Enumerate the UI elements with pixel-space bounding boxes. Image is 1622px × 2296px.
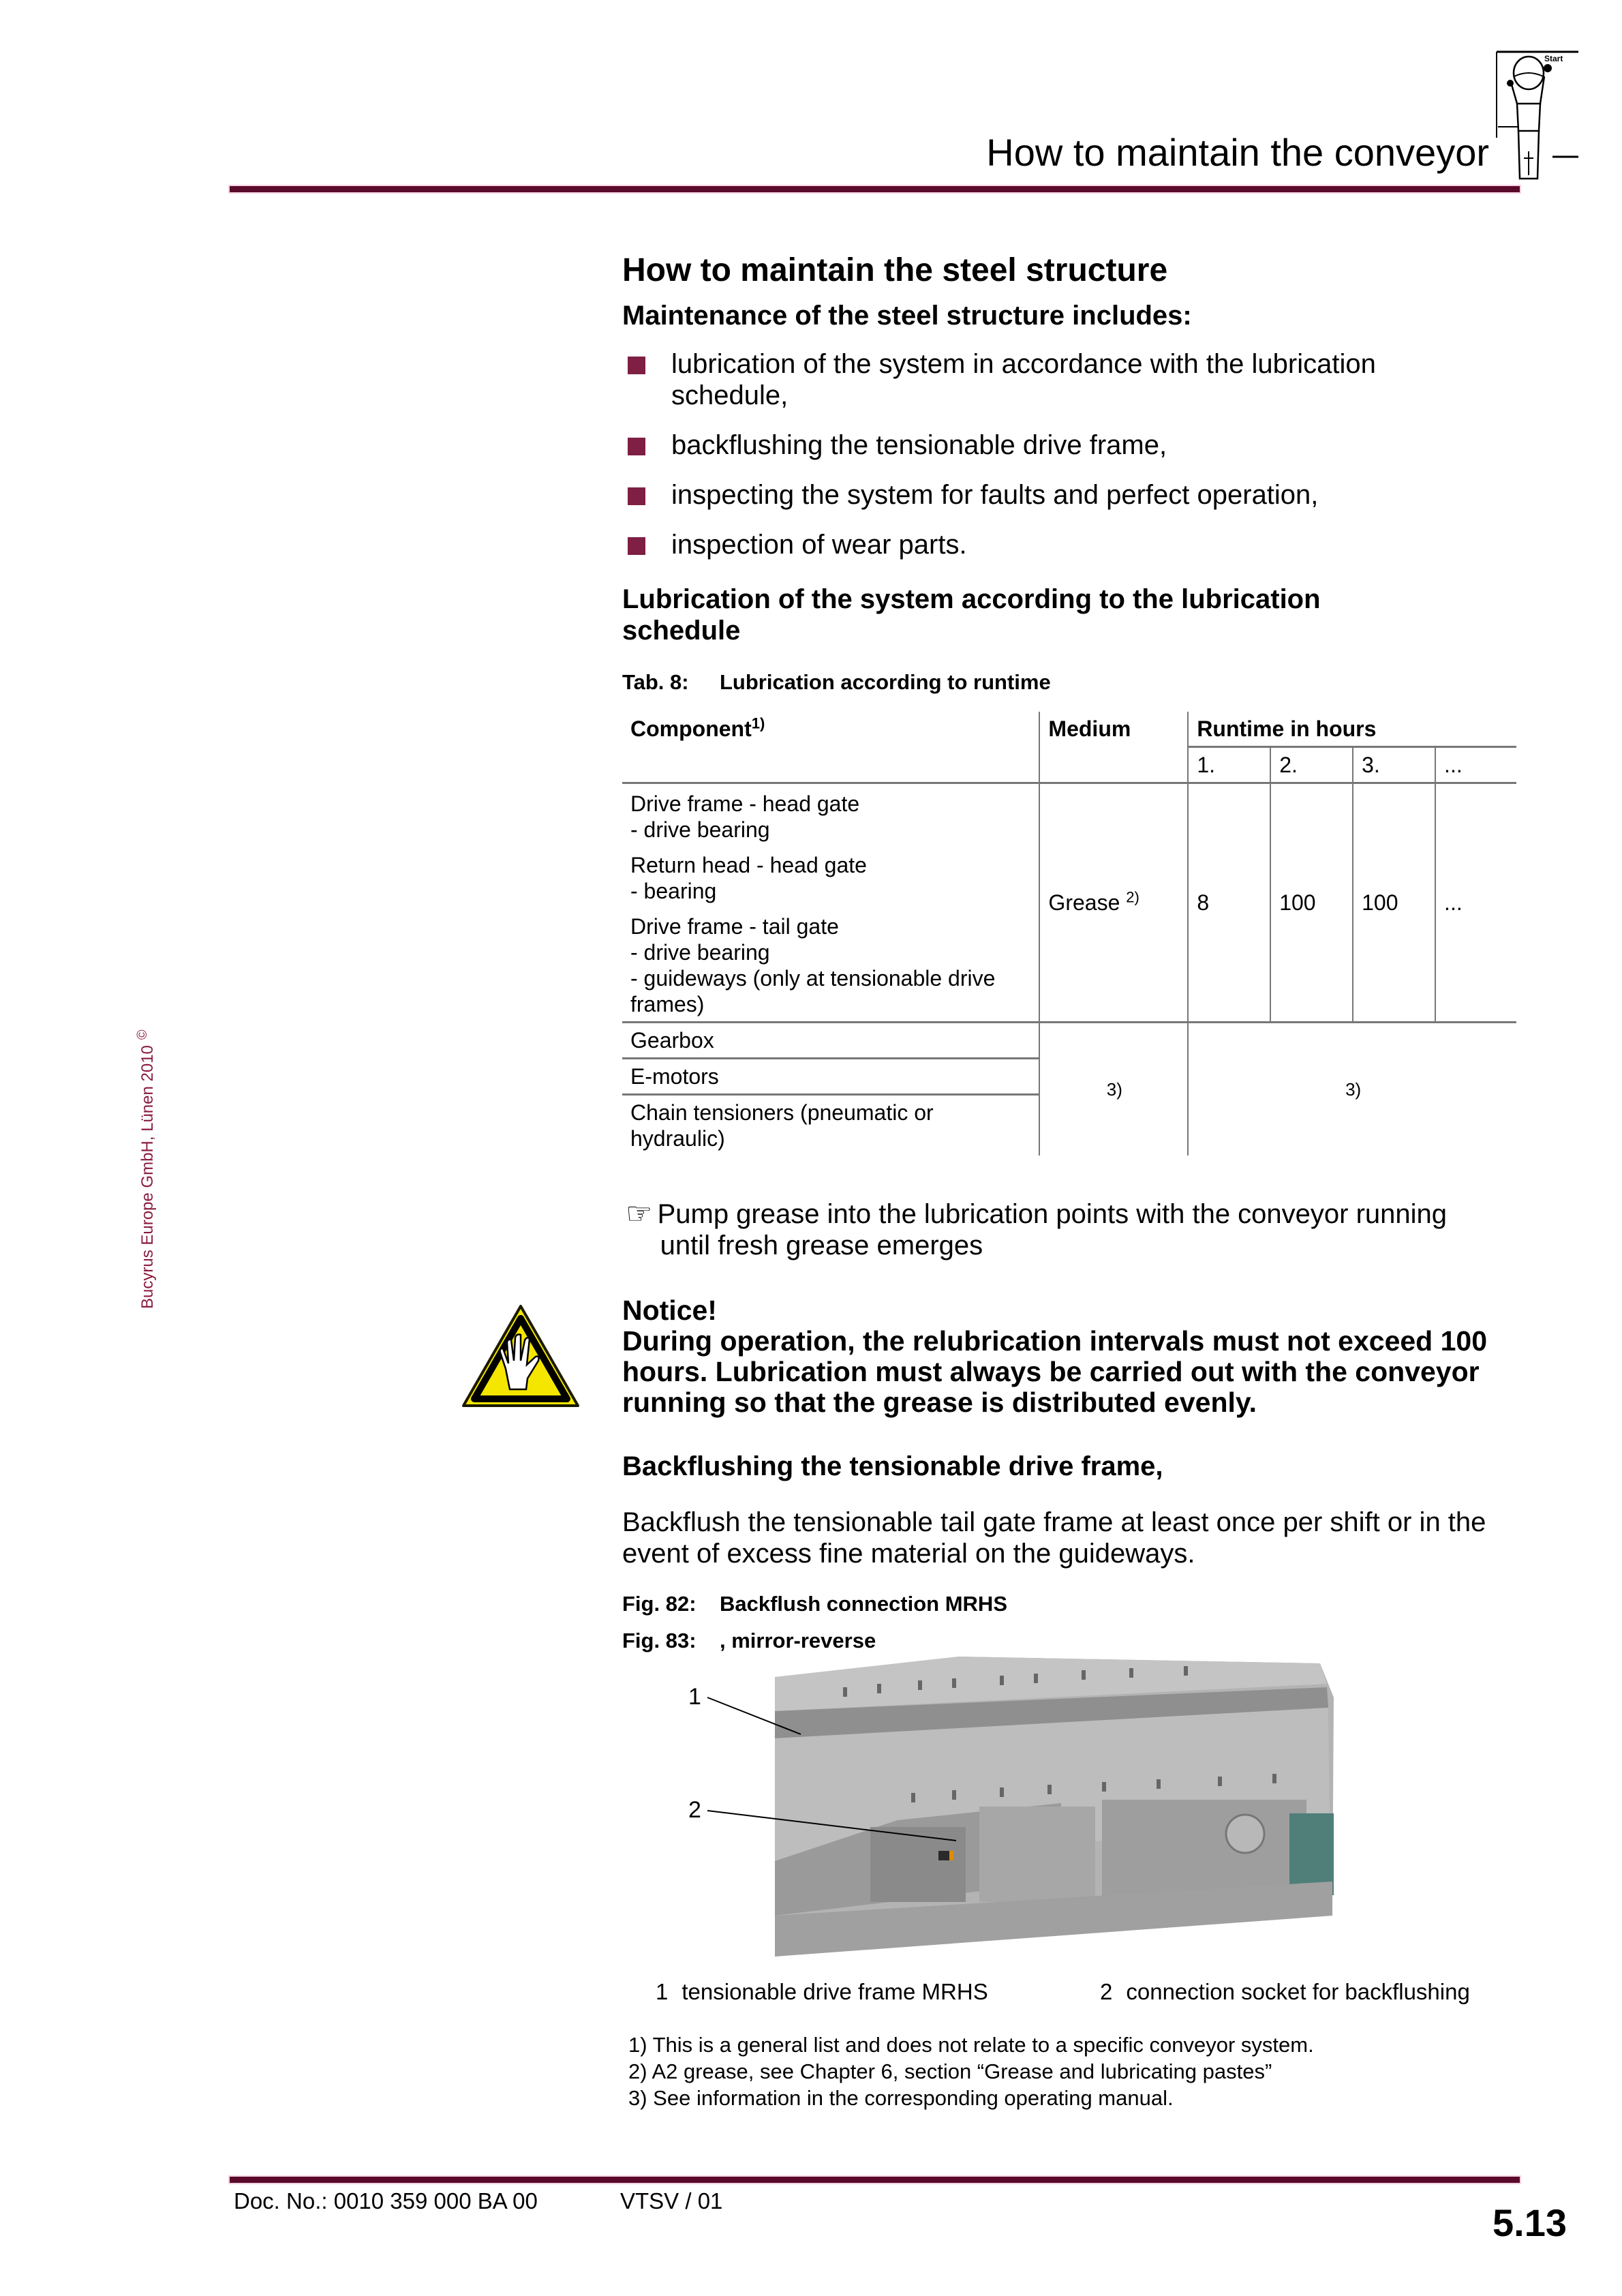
- runtime-subheader: ...: [1435, 747, 1516, 783]
- runtime-cell: ...: [1435, 783, 1516, 1023]
- maintenance-intro: Maintenance of the steel structure includes:: [622, 301, 1192, 331]
- list-item: backflushing the tensionable drive frame,: [622, 429, 1474, 461]
- component-cell-emotors: E-motors: [622, 1059, 1039, 1095]
- footnote: 1) This is a general list and does not relate to a specific conveyor system.: [628, 2033, 1314, 2057]
- component-entry: Drive frame - head gate - drive bearing: [630, 791, 860, 842]
- runtime-cell: 100: [1270, 783, 1353, 1023]
- callout-1: 1: [688, 1684, 701, 1710]
- runtime-subheader: 1.: [1188, 747, 1270, 783]
- bullet-square-icon: [628, 438, 645, 455]
- runtime-cell: 100: [1353, 783, 1435, 1023]
- list-item: inspecting the system for faults and perfect operation,: [622, 479, 1474, 511]
- footnotes: [628, 2031, 1314, 2111]
- page-number: 5.13: [1493, 2201, 1567, 2244]
- maintenance-list: [622, 348, 1474, 560]
- runtime-subheader: 3.: [1353, 747, 1435, 783]
- runtime-cell: 8: [1188, 783, 1270, 1023]
- copyright-text: Bucyrus Europe GmbH, Lünen 2010: [138, 1045, 157, 1309]
- figure-caption: Fig. 83: , mirror-reverse: [622, 1629, 876, 1652]
- table-caption-number: Tab. 8:: [622, 670, 689, 694]
- doc-version: VTSV / 01: [620, 2188, 723, 2214]
- list-item: inspection of wear parts.: [622, 529, 1474, 560]
- page-header-title: How to maintain the conveyor: [986, 131, 1489, 174]
- grease-hint: [626, 1198, 1512, 1261]
- section-title: How to maintain the steel structure: [622, 252, 1168, 288]
- grease-components-cell: [622, 783, 1039, 1023]
- callout-2: 2: [688, 1797, 701, 1823]
- medium-cell-ref: 3): [1039, 1023, 1188, 1156]
- copyright-note: [135, 1029, 157, 1309]
- medium-cell-grease: Grease $^{2)}$: [1039, 783, 1188, 1023]
- runtime-subheader: 2.: [1270, 747, 1353, 783]
- copyright-symbol: ©: [135, 1029, 150, 1040]
- worker-pressing-start-button-icon: [1491, 49, 1580, 185]
- figure-legend-2: 2 connection socket for backflushing: [1100, 1979, 1470, 2004]
- doc-number: Doc. No.: 0010 359 000 BA 00: [234, 2188, 538, 2214]
- bullet-square-icon: [628, 537, 645, 555]
- figure-legend-1: 1 tensionable drive frame MRHS: [656, 1979, 988, 2004]
- figure-caption: Fig. 82: Backflush connection MRHS: [622, 1592, 1007, 1616]
- col-header-runtime: Runtime in hours: [1188, 712, 1516, 747]
- backflush-text: Backflush the tensionable tail gate frame at least once per shift or in the event of excess fine material on the guideways.: [622, 1507, 1486, 1569]
- bullet-square-icon: [628, 487, 645, 505]
- table-caption-text: Lubrication according to runtime: [720, 670, 1051, 694]
- component-entry: Drive frame - tail gate - drive bearing - guideways (only at tensionable drive frames): [630, 914, 996, 1016]
- footnote: 3) See information in the corresponding operating manual.: [628, 2086, 1174, 2110]
- runtime-cell-ref: 3): [1188, 1023, 1516, 1156]
- header-rule: [230, 186, 1520, 192]
- component-cell-gearbox: Gearbox: [622, 1023, 1039, 1059]
- maintenance-intro-block: [622, 300, 1522, 579]
- notice-block: [622, 1295, 1515, 1418]
- list-item: lubrication of the system in accordance with the lubrication schedule,: [622, 348, 1474, 411]
- lubrication-table: [622, 712, 1516, 1155]
- footnote: 2) A2 grease, see Chapter 6, section “Grease and lubricating pastes”: [628, 2059, 1272, 2083]
- grease-hint-text: Pump grease into the lubrication points with the conveyor running until fresh grease emerges: [657, 1199, 1448, 1260]
- stop-hand-warning-icon: [461, 1302, 581, 1411]
- callout-leader-lines: [702, 1684, 975, 1847]
- bullet-square-icon: [628, 357, 645, 374]
- footer-rule: [230, 2177, 1520, 2183]
- component-cell-chain-tensioners: Chain tensioners (pneumatic or hydraulic): [630, 1100, 934, 1151]
- component-entry: Return head - head gate - bearing: [630, 853, 867, 903]
- col-header-medium: Medium: [1039, 712, 1188, 783]
- notice-text: During operation, the relubrication intervals must not exceed 100 hours. Lubrication must always be carried out with the conveyor running so that the grease is distributed evenly.: [622, 1325, 1488, 1418]
- lubrication-heading: Lubrication of the system according to the lubrication schedule: [622, 584, 1321, 646]
- mascot-label: Start: [1544, 54, 1563, 63]
- col-header-component: Component$^{1)}$: [630, 714, 765, 741]
- table-caption: [622, 669, 1051, 695]
- notice-title: Notice!: [622, 1295, 717, 1326]
- pointing-hand-icon: ☞: [626, 1197, 653, 1230]
- backflush-heading: Backflushing the tensionable drive frame,: [622, 1451, 1163, 1481]
